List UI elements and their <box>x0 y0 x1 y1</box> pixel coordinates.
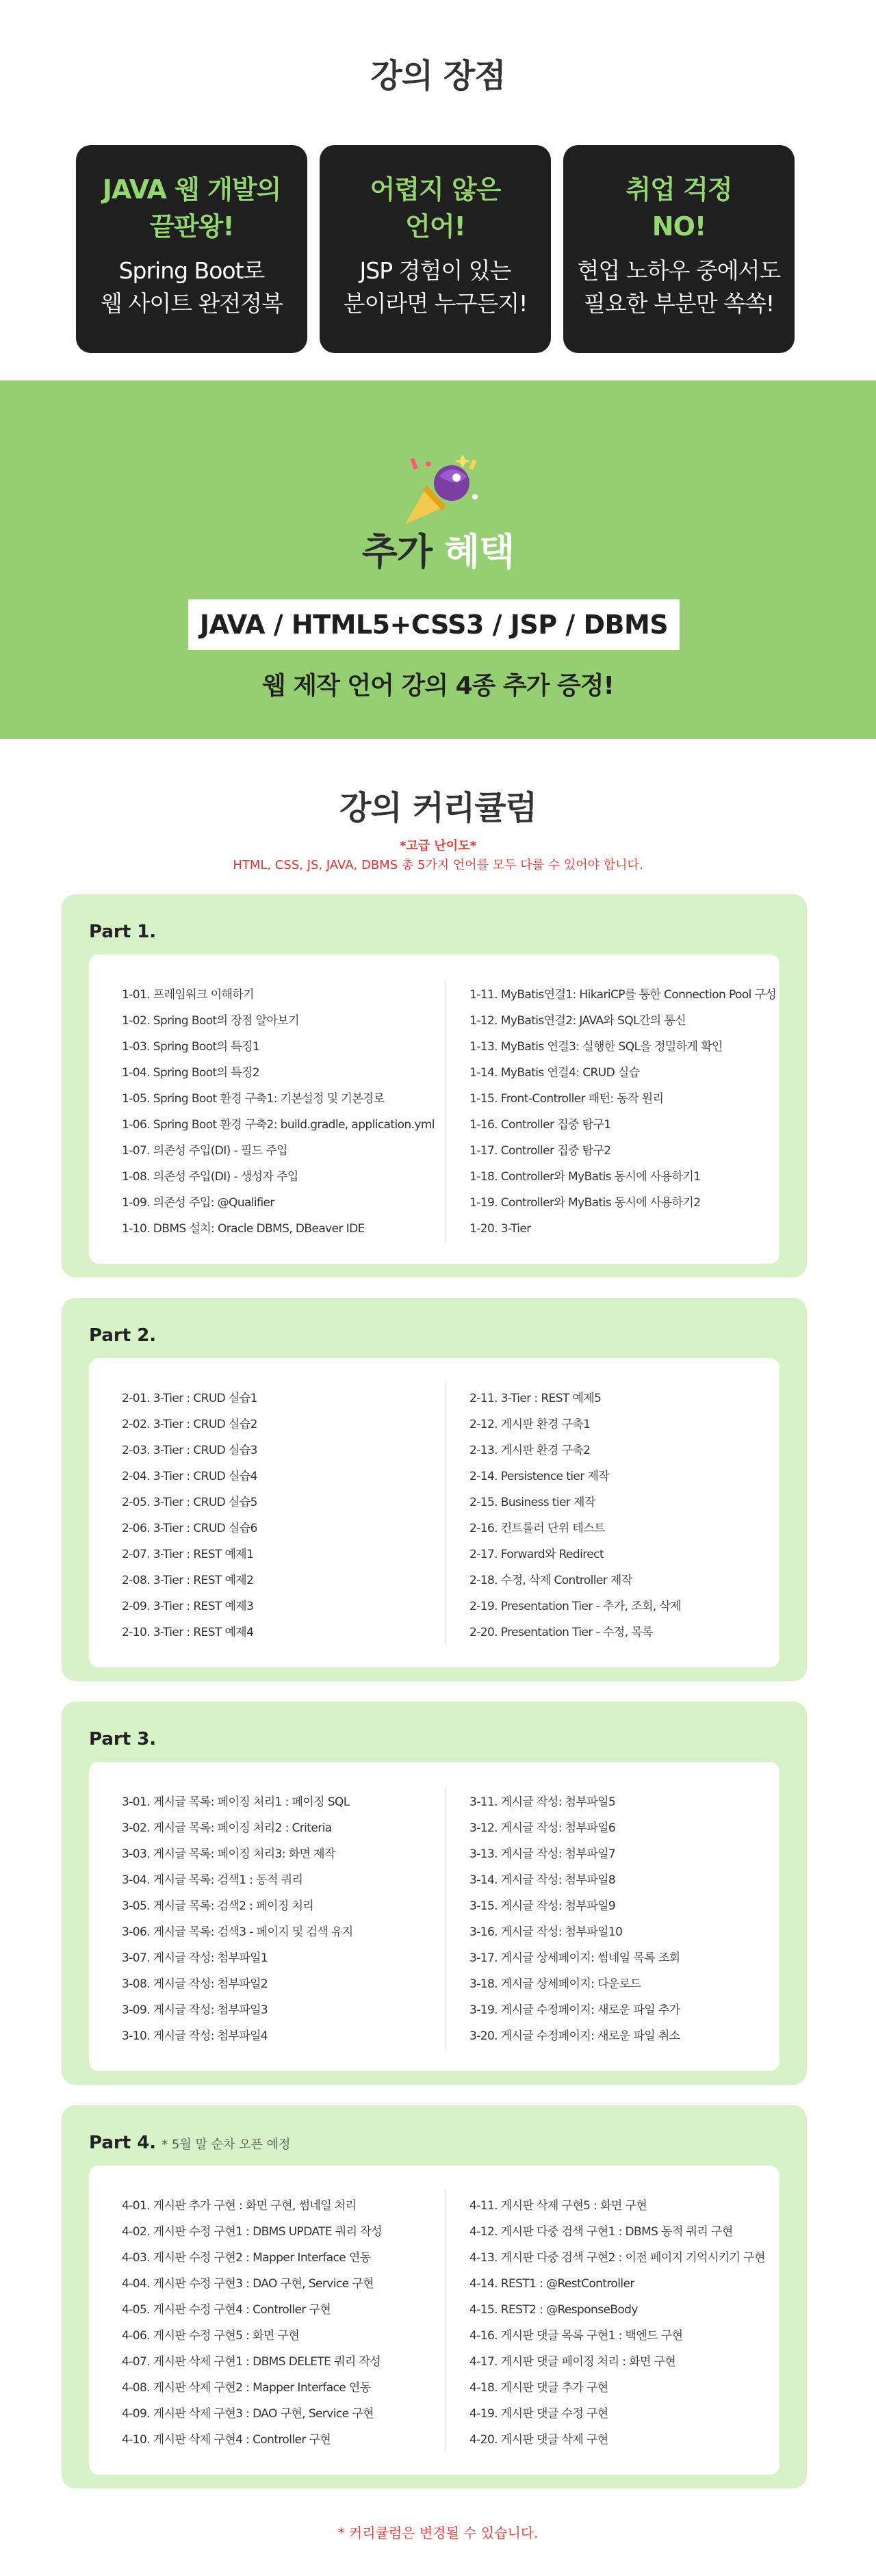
lesson-item: 2-07. 3-Tier : REST 예제1 <box>122 1548 254 1561</box>
lesson-item: 2-09. 3-Tier : REST 예제3 <box>122 1600 254 1613</box>
lesson-item: 3-11. 게시글 작성: 첨부파일5 <box>469 1795 616 1809</box>
lesson-item: 1-14. MyBatis 연결4: CRUD 실습 <box>469 1066 640 1080</box>
lesson-item: 4-06. 게시판 수정 구현5 : 화면 구현 <box>122 2329 300 2343</box>
lesson-item: 3-06. 게시글 목록: 검색3 - 페이지 및 검색 유지 <box>122 1925 353 1939</box>
bonus-section <box>0 380 876 739</box>
lesson-item: 1-16. Controller 집중 탐구1 <box>469 1118 611 1132</box>
lesson-item: 4-05. 게시판 수정 구현4 : Controller 구현 <box>122 2303 331 2317</box>
lesson-item: 1-09. 의존성 주입: @Qualifier <box>122 1196 274 1210</box>
lesson-item: 4-15. REST2 : @ResponseBody <box>469 2303 638 2317</box>
lesson-item: 4-16. 게시판 댓글 목록 구현1 : 백엔드 구현 <box>469 2329 683 2343</box>
lesson-item: 1-13. MyBatis 연결3: 실행한 SQL을 정밀하게 확인 <box>469 1040 723 1054</box>
lesson-item: 3-20. 게시글 수정페이지: 새로운 파일 취소 <box>469 2029 680 2043</box>
lesson-list-box <box>89 1358 780 1667</box>
lesson-item: 3-07. 게시글 작성: 첨부파일1 <box>122 1951 268 1965</box>
lesson-item: 3-05. 게시글 목록: 검색2 : 페이징 처리 <box>122 1899 314 1913</box>
lesson-item: 4-13. 게시판 다중 검색 구현2 : 이전 페이지 기억시키기 구현 <box>469 2251 765 2265</box>
lesson-column-left <box>122 2193 443 2453</box>
lesson-item: 1-04. Spring Boot의 특징2 <box>122 1066 260 1080</box>
lesson-list-box <box>89 1762 780 2071</box>
lesson-column-right <box>469 982 791 1242</box>
lesson-item: 1-18. Controller와 MyBatis 동시에 사용하기1 <box>469 1170 701 1184</box>
lesson-item: 4-19. 게시판 댓글 수정 구현 <box>469 2407 608 2421</box>
advantage-card-title: 어렵지 않은 언어! <box>370 174 501 242</box>
lesson-item: 1-11. MyBatis연결1: HikariCP를 통한 Connection Pool 구성 <box>469 988 777 1002</box>
lesson-item: 2-10. 3-Tier : REST 예제4 <box>122 1626 254 1639</box>
bonus-title-part2: 혜택 <box>443 530 515 573</box>
part-title <box>89 2133 290 2153</box>
lesson-item: 3-02. 게시글 목록: 페이징 처리2 : Criteria <box>122 1821 332 1835</box>
curriculum-level: *고급 난이도* <box>399 839 477 853</box>
lesson-item: 1-03. Spring Boot의 특징1 <box>122 1040 260 1054</box>
lesson-column-left <box>122 1385 443 1645</box>
lesson-item: 3-04. 게시글 목록: 검색1 : 동적 쿼리 <box>122 1873 303 1887</box>
curriculum-footnote: * 커리큘럼은 변경될 수 있습니다. <box>337 2525 539 2541</box>
lesson-item: 4-17. 게시판 댓글 페이징 처리 : 화면 구현 <box>469 2355 676 2369</box>
lesson-item: 3-17. 게시글 상세페이지: 썸네일 목록 조회 <box>469 1951 680 1965</box>
advantage-card-desc: JSP 경험이 있는 분이라면 누구든지! <box>343 257 528 317</box>
lesson-item: 2-05. 3-Tier : CRUD 실습5 <box>122 1496 257 1509</box>
part-title <box>89 1325 156 1346</box>
curriculum-part <box>62 894 807 1277</box>
lesson-item: 4-02. 게시판 수정 구현1 : DBMS UPDATE 쿼리 작성 <box>122 2225 382 2239</box>
lesson-item: 4-20. 게시판 댓글 삭제 구현 <box>469 2433 608 2447</box>
lesson-column-right <box>469 1385 791 1645</box>
lesson-item: 2-20. Presentation Tier - 수정, 목록 <box>469 1626 653 1639</box>
lesson-item: 1-05. Spring Boot 환경 구축1: 기본설정 및 기본경로 <box>122 1092 385 1106</box>
part-title <box>89 1729 156 1749</box>
lesson-item: 2-01. 3-Tier : CRUD 실습1 <box>122 1392 257 1405</box>
advantage-card-title: JAVA 웹 개발의 끝판왕! <box>102 174 281 242</box>
lesson-item: 4-09. 게시판 삭제 구현3 : DAO 구현, Service 구현 <box>122 2407 374 2421</box>
lesson-item: 2-12. 게시판 환경 구축1 <box>469 1418 591 1431</box>
lesson-item: 4-14. REST1 : @RestController <box>469 2277 634 2291</box>
lesson-item: 1-12. MyBatis연결2: JAVA와 SQL간의 통신 <box>469 1014 686 1028</box>
lesson-item: 3-16. 게시글 작성: 첨부파일10 <box>469 1925 623 1939</box>
bonus-languages: JAVA / HTML5+CSS3 / JSP / DBMS <box>188 599 680 650</box>
lesson-item: 3-01. 게시글 목록: 페이징 처리1 : 페이징 SQL <box>122 1795 350 1809</box>
lesson-column-left <box>122 1789 443 2049</box>
lesson-item: 1-01. 프레임워크 이해하기 <box>122 988 254 1002</box>
lesson-item: 4-10. 게시판 삭제 구현4 : Controller 구현 <box>122 2433 331 2447</box>
lesson-item: 4-11. 게시판 삭제 구현5 : 화면 구현 <box>469 2199 647 2213</box>
lesson-column-right <box>469 1789 791 2049</box>
lesson-item: 1-19. Controller와 MyBatis 동시에 사용하기2 <box>469 1196 701 1210</box>
curriculum-title: 강의 커리큘럼 <box>339 789 537 827</box>
lesson-item: 1-15. Front-Controller 패턴: 동작 원리 <box>469 1092 664 1106</box>
part-title-text: Part 1. <box>89 922 157 942</box>
curriculum-part <box>62 1702 807 2085</box>
lesson-item: 4-08. 게시판 삭제 구현2 : Mapper Interface 연동 <box>122 2381 371 2395</box>
curriculum-part <box>62 1298 807 1681</box>
lesson-item: 2-11. 3-Tier : REST 예제5 <box>469 1392 602 1405</box>
lesson-item: 2-06. 3-Tier : CRUD 실습6 <box>122 1522 257 1535</box>
curriculum-part <box>62 2105 807 2488</box>
lesson-column-left <box>122 982 443 1242</box>
bonus-title <box>0 523 876 575</box>
lesson-item: 1-20. 3-Tier <box>469 1222 531 1236</box>
lesson-item: 4-18. 게시판 댓글 추가 구현 <box>469 2381 608 2395</box>
lesson-item: 3-14. 게시글 작성: 첨부파일8 <box>469 1873 616 1887</box>
lesson-item: 4-04. 게시판 수정 구현3 : DAO 구현, Service 구현 <box>122 2277 374 2291</box>
advantage-card <box>563 145 795 353</box>
bonus-title-part1: 추가 <box>361 530 433 573</box>
lesson-item: 2-19. Presentation Tier - 추가, 조회, 삭제 <box>469 1600 682 1613</box>
lesson-item: 2-15. Business tier 제작 <box>469 1496 595 1509</box>
lesson-item: 2-13. 게시판 환경 구축2 <box>469 1444 591 1457</box>
lesson-list-box <box>89 954 780 1264</box>
lesson-item: 3-09. 게시글 작성: 첨부파일3 <box>122 2003 268 2017</box>
lesson-item: 2-04. 3-Tier : CRUD 실습4 <box>122 1470 257 1483</box>
lesson-list-box <box>89 2165 780 2475</box>
lesson-item: 1-06. Spring Boot 환경 구축2: build.gradle, application.yml <box>122 1118 435 1132</box>
lesson-item: 3-08. 게시글 작성: 첨부파일2 <box>122 1977 268 1991</box>
lesson-item: 1-10. DBMS 설치: Oracle DBMS, DBeaver IDE <box>122 1222 365 1236</box>
bonus-subtitle: 웹 제작 언어 강의 4종 추가 증정! <box>262 672 614 700</box>
lesson-item: 4-03. 게시판 수정 구현2 : Mapper Interface 연동 <box>122 2251 371 2265</box>
lesson-item: 3-15. 게시글 작성: 첨부파일9 <box>469 1899 616 1913</box>
lesson-item: 4-01. 게시판 추가 구현 : 화면 구현, 썸네일 처리 <box>122 2199 357 2213</box>
party-popper-icon <box>391 449 487 531</box>
lesson-item: 3-19. 게시글 수정페이지: 새로운 파일 추가 <box>469 2003 680 2017</box>
advantage-card-title: 취업 걱정 NO! <box>626 174 732 242</box>
lesson-column-right <box>469 2193 791 2453</box>
part-note: * 5월 말 순차 오픈 예정 <box>162 2137 291 2152</box>
lesson-item: 4-07. 게시판 삭제 구현1 : DBMS DELETE 쿼리 작성 <box>122 2355 381 2369</box>
lesson-item: 2-03. 3-Tier : CRUD 실습3 <box>122 1444 257 1457</box>
advantages-section <box>0 0 876 380</box>
lesson-item: 2-08. 3-Tier : REST 예제2 <box>122 1574 254 1587</box>
lesson-item: 3-12. 게시글 작성: 첨부파일6 <box>469 1821 616 1835</box>
lesson-item: 3-18. 게시글 상세페이지: 다운로드 <box>469 1977 641 1991</box>
advantage-card <box>320 145 551 353</box>
lesson-item: 1-08. 의존성 주입(DI) - 생성자 주입 <box>122 1170 298 1184</box>
lesson-item: 1-02. Spring Boot의 장점 알아보기 <box>122 1014 299 1028</box>
part-title-text: Part 3. <box>89 1729 157 1749</box>
advantage-card <box>76 145 307 353</box>
advantage-card-desc: Spring Boot로 웹 사이트 완전정복 <box>100 257 283 317</box>
lesson-item: 2-16. 컨트롤러 단위 테스트 <box>469 1522 605 1535</box>
advantages-title: 강의 장점 <box>370 57 506 95</box>
part-title-text: Part 2. <box>89 1325 157 1346</box>
advantage-card-desc: 현업 노하우 중에서도 필요한 부분만 쏙쏙! <box>577 257 781 317</box>
lesson-item: 1-17. Controller 집중 탐구2 <box>469 1144 611 1158</box>
lesson-item: 3-10. 게시글 작성: 첨부파일4 <box>122 2029 268 2043</box>
lesson-item: 2-14. Persistence tier 제작 <box>469 1470 610 1483</box>
lesson-item: 2-18. 수정, 삭제 Controller 제작 <box>469 1574 632 1587</box>
lesson-item: 1-07. 의존성 주입(DI) - 필드 주입 <box>122 1144 287 1158</box>
part-title <box>89 922 156 942</box>
lesson-item: 3-03. 게시글 목록: 페이징 처리3: 화면 제작 <box>122 1847 335 1861</box>
lesson-item: 2-17. Forward와 Redirect <box>469 1548 604 1561</box>
part-title-text: Part 4. <box>89 2133 157 2153</box>
curriculum-requirement-note: HTML, CSS, JS, JAVA, DBMS 총 5가지 언어를 모두 다룰 수 있어야 합니다. <box>233 858 643 872</box>
lesson-item: 2-02. 3-Tier : CRUD 실습2 <box>122 1418 257 1431</box>
lesson-item: 3-13. 게시글 작성: 첨부파일7 <box>469 1847 616 1861</box>
lesson-item: 4-12. 게시판 다중 검색 구현1 : DBMS 동적 쿼리 구현 <box>469 2225 733 2239</box>
